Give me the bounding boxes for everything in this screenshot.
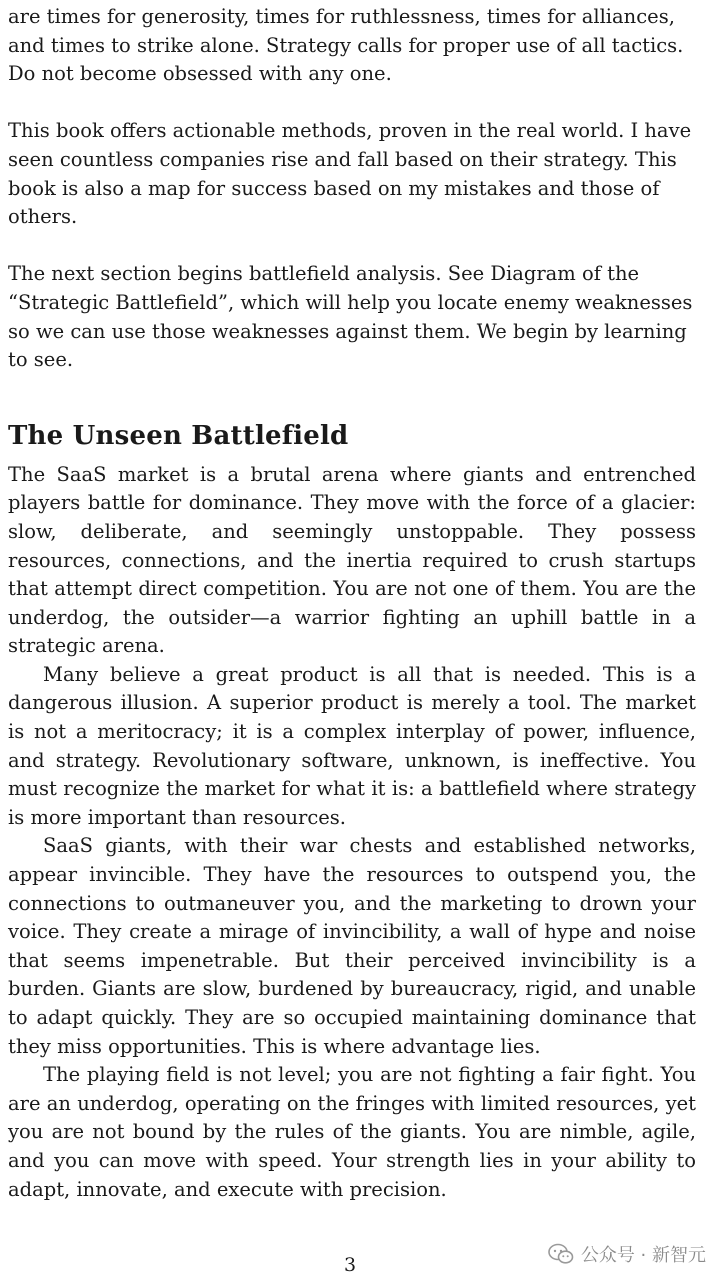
intro-section bbox=[8, 3, 696, 375]
intro-paragraph: This book offers actionable methods, proven in the real world. I have seen countless companies rise and fall based on their strategy. This book is also a map for success based on my mistakes and those of others. bbox=[8, 119, 692, 229]
body-paragraph: SaaS giants, with their war chests and established networks, appear invincible. They have the resources to outspend you, the connections to outmaneuver you, and the marketing to drown your voice. They create a mirage of invincibility, a wall of hype and noise that seems impenetrable. But their perceived invincibility is a burden. Giants are slow, burdened by bureaucracy, rigid, and unable to adapt quickly. They are so occupied maintaining dominance that they miss opportunities. This is where advantage lies. bbox=[8, 834, 696, 1058]
section-body bbox=[8, 461, 696, 1204]
body-paragraph: The SaaS market is a brutal arena where giants and entrenched players battle for dominance. They move with the force of a glacier: slow, deliberate, and seemingly unstoppable. They possess resources, connections, and the inertia required to crush startups that attempt direct competition. You are not one of them. You are the underdog, the outsider—a warrior fighting an uphill battle in a strategic arena. bbox=[8, 462, 696, 658]
wechat-icon bbox=[548, 1243, 574, 1265]
intro-paragraph: The next section begins battlefield analysis. See Diagram of the “Strategic Battlefield”, which will help you locate enemy weaknesses so we can use those weaknesses against them. We begin by learning to see. bbox=[8, 262, 693, 372]
body-paragraph: The playing field is not level; you are not fighting a fair fight. You are an underdog, operating on the fringes with limited resources, yet you are not bound by the rules of the giants. You are nimble, agile, and you can move with speed. Your strength lies in your ability to adapt, innovate, and execute with precision. bbox=[8, 1063, 696, 1201]
watermark-text: 公众号 · 新智元 bbox=[580, 1245, 706, 1266]
section-heading: The Unseen Battlefield bbox=[8, 420, 349, 451]
body-paragraph: Many believe a great product is all that is needed. This is a dangerous illusion. A superior product is merely a tool. The market is not a meritocracy; it is a complex interplay of power, influence, and strategy. Revolutionary software, unknown, is ineffective. You must recognize the market for what it is: a battlefield where strategy is more important than resources. bbox=[8, 662, 696, 829]
document-page bbox=[8, 0, 696, 1204]
wechat-watermark bbox=[548, 1240, 706, 1268]
intro-paragraph: are times for generosity, times for ruthlessness, times for alliances, and times to strike alone. Strategy calls for proper use of all tactics. Do not become obsessed with any one. bbox=[8, 5, 684, 86]
page-number: 3 bbox=[343, 1254, 357, 1276]
